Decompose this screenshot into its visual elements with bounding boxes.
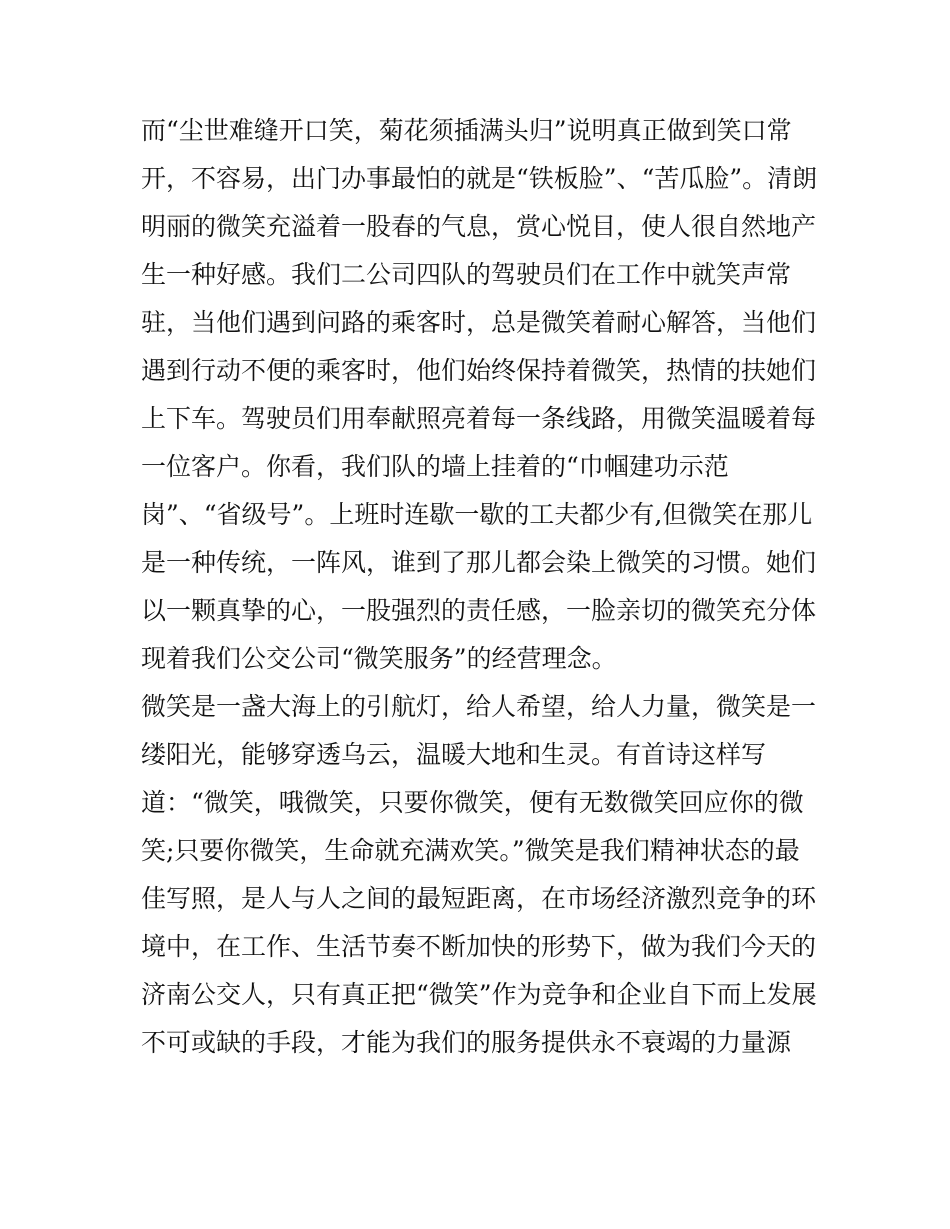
text-line: 开，不容易，出门办事最怕的就是“铁板脸”、“苦瓜脸”。清朗	[141, 164, 818, 193]
text-line: 是一种传统，一阵风，谁到了那儿都会染上微笑的习惯。她们	[141, 548, 817, 577]
text-line: 以一颗真挚的心，一股强烈的责任感，一脸亲切的微笑充分体	[141, 596, 817, 625]
text-line: 上下车。驾驶员们用奉献照亮着每一条线路，用微笑温暖着每	[141, 404, 817, 433]
text-line: 缕阳光，能够穿透乌云，温暖大地和生灵。有首诗这样写	[141, 740, 767, 769]
text-line: 微笑是一盏大海上的引航灯，给人希望，给人力量，微笑是一	[141, 692, 817, 721]
text-line: 一位客户。你看，我们队的墙上挂着的“巾帼建功示范	[141, 452, 729, 481]
text-line: 岗”、“省级号”。上班时连歇一歇的工夫都少有,但微笑在那儿	[141, 500, 813, 529]
text-line: 明丽的微笑充溢着一股春的气息，赏心悦目，使人很自然地产	[141, 212, 817, 241]
body-text	[141, 107, 821, 1067]
text-line: 不可或缺的手段，才能为我们的服务提供永不衰竭的力量源	[141, 1028, 792, 1057]
text-line: 而“尘世难缝开口笑，菊花须插满头归”说明真正做到笑口常	[141, 116, 792, 145]
text-line: 笑;只要你微笑，生命就充满欢笑。”微笑是我们精神状态的最	[141, 836, 800, 865]
text-line: 驻，当他们遇到问路的乘客时，总是微笑着耐心解答，当他们	[141, 308, 817, 337]
text-line: 道：“微笑，哦微笑，只要你微笑，便有无数微笑回应你的微	[141, 788, 804, 817]
text-line: 遇到行动不便的乘客时，他们始终保持着微笑，热情的扶她们	[141, 356, 817, 385]
text-line: 佳写照，是人与人之间的最短距离，在市场经济激烈竞争的环	[141, 884, 817, 913]
text-line: 生一种好感。我们二公司四队的驾驶员们在工作中就笑声常	[141, 260, 792, 289]
text-line: 济南公交人，只有真正把“微笑”作为竞争和企业自下而上发展	[141, 980, 817, 1009]
text-line: 现着我们公交公司“微笑服务”的经营理念。	[141, 644, 617, 673]
text-line: 境中，在工作、生活节奏不断加快的形势下，做为我们今天的	[141, 932, 817, 961]
